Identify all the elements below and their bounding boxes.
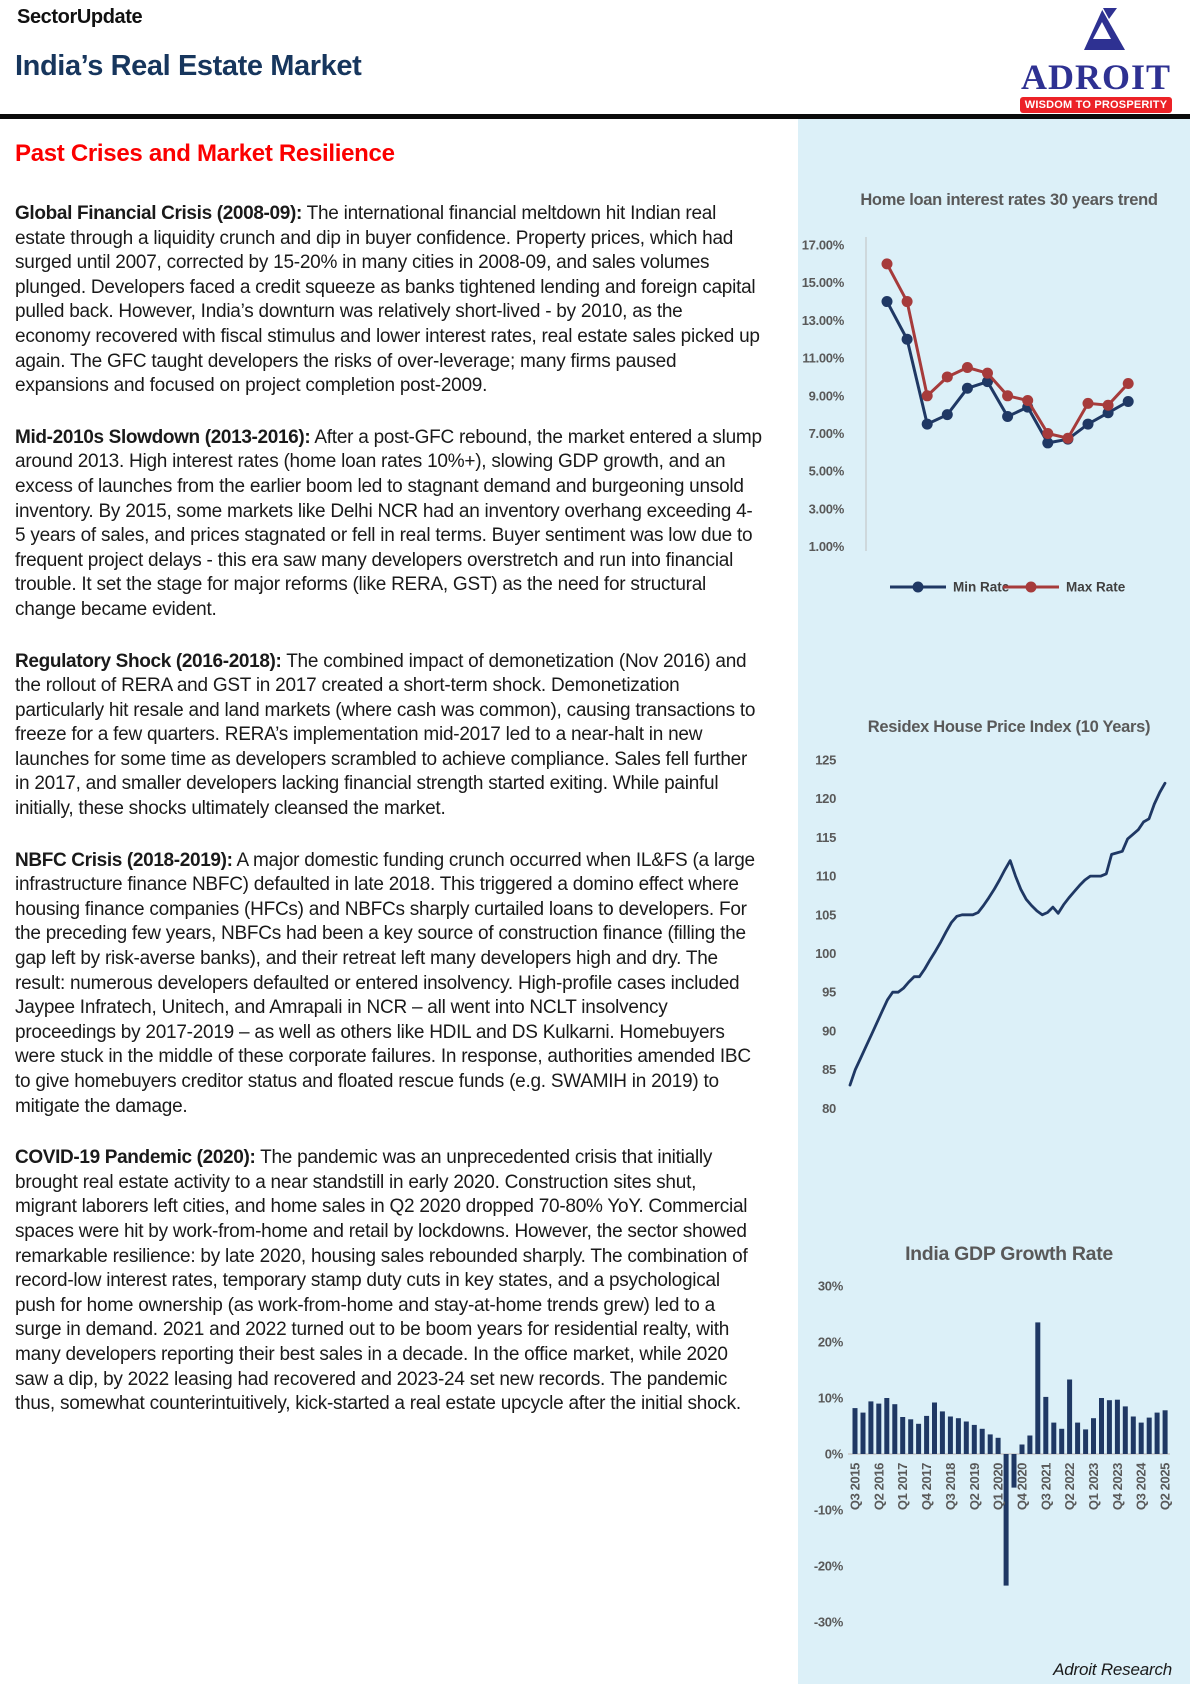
adroit-logo-mark — [1067, 6, 1125, 59]
svg-text:Q2 2025: Q2 2025 — [1157, 1463, 1173, 1511]
svg-text:13.00%: 13.00% — [801, 312, 844, 328]
svg-text:90: 90 — [822, 1023, 836, 1039]
paragraph-gfc — [15, 202, 762, 399]
svg-text:115: 115 — [815, 829, 836, 845]
svg-text:-30%: -30% — [813, 1614, 843, 1630]
svg-text:Min Rate: Min Rate — [953, 579, 1010, 595]
svg-text:125: 125 — [815, 752, 836, 768]
svg-text:95: 95 — [822, 984, 836, 1000]
home-loan-chart — [798, 217, 1190, 627]
paragraph-nbfc-text: A major domestic funding crunch occurred when IL&FS (a large infrastructure finance NBFC) defaulted in late 2018. This triggered a domino effect where housing finance companies (HFCs) and NBFCs sharply curtailed loans to developers. For the preceding few years, NBFCs had been a key source of construction finance (filling the gap left by risk-averse banks), and their retreat left many developers high and dry. The result: numerous developers defaulted or entered insolvency. High-profile cases included Jaypee Infratech, Unitech, and Amrapali in NCR – all went into NCLT insolvency proceedings by 2017-2019 – as well as others like HDIL and DS Kulkarni. Homebuyers were stuck in the middle of these corporate failures. In response, authorities amended IBC to give homebuyers creditor status and floated rescue funds (e.g. SWAMIH in 2019) to mitigate the damage. — [15, 849, 755, 1117]
home-loan-chart-title: Home loan interest rates 30 years trend — [860, 191, 1158, 209]
svg-text:11.00%: 11.00% — [802, 350, 844, 366]
svg-text:80: 80 — [822, 1100, 836, 1116]
svg-text:7.00%: 7.00% — [808, 426, 844, 441]
paragraph-slowdown-lead: Mid-2010s Slowdown (2013-2016): — [15, 426, 311, 448]
svg-text:17.00%: 17.00% — [801, 237, 844, 253]
svg-text:30%: 30% — [817, 1280, 843, 1294]
svg-text:85: 85 — [822, 1062, 836, 1078]
svg-text:1.00%: 1.00% — [808, 539, 844, 555]
svg-text:120: 120 — [815, 791, 836, 807]
svg-text:Q4 2020: Q4 2020 — [1014, 1463, 1030, 1511]
residex-chart-title: Residex House Price Index (10 Years) — [867, 718, 1151, 736]
svg-text:0%: 0% — [824, 1446, 843, 1462]
paragraph-nbfc-lead: NBFC Crisis (2018-2019): — [15, 849, 233, 871]
svg-text:5.00%: 5.00% — [808, 463, 844, 479]
svg-text:Q1 2023: Q1 2023 — [1086, 1463, 1101, 1511]
adroit-tagline: WISDOM TO PROSPERITY — [1020, 97, 1173, 113]
svg-text:105: 105 — [815, 907, 836, 923]
svg-text:10%: 10% — [817, 1390, 843, 1406]
svg-text:Q2 2019: Q2 2019 — [966, 1463, 982, 1511]
svg-text:Q3 2021: Q3 2021 — [1038, 1463, 1054, 1511]
svg-text:Q3 2015: Q3 2015 — [847, 1463, 863, 1511]
svg-text:Q2 2016: Q2 2016 — [871, 1463, 887, 1511]
svg-text:Max Rate: Max Rate — [1066, 579, 1126, 595]
paragraph-regulatory — [15, 650, 762, 822]
residex-chart — [798, 739, 1190, 1139]
svg-text:9.00%: 9.00% — [808, 388, 844, 404]
svg-text:Q1 2017: Q1 2017 — [895, 1463, 911, 1511]
paragraph-gfc-lead: Global Financial Crisis (2008-09): — [15, 203, 302, 224]
svg-text:Q3 2024: Q3 2024 — [1133, 1463, 1149, 1511]
svg-text:Q3 2018: Q3 2018 — [942, 1463, 958, 1511]
paragraph-covid-lead: COVID-19 Pandemic (2020): — [15, 1147, 256, 1169]
svg-text:Q4 2023: Q4 2023 — [1109, 1463, 1125, 1511]
gdp-chart — [798, 1280, 1190, 1680]
svg-text:-10%: -10% — [813, 1502, 843, 1518]
adroit-wordmark: ADROIT — [1020, 57, 1172, 97]
section-heading: Past Crises and Market Resilience — [15, 140, 395, 167]
page-title: India’s Real Estate Market — [15, 50, 362, 82]
paragraph-slowdown-text: After a post-GFC rebound, the market entered a slump around 2013. High interest rates (home loan rates 10%+), slowing GDP growth, and an excess of launches from the earlier boom led to stagnant demand and burgeoning unsold inventory. By 2015, some markets like Delhi NCR had an inventory overhang exceeding 4-5 years of sales, and prices stagnated or fell in real terms. Buyer sentiment was low due to frequent project delays - this era saw many developers overstretch and run into financial trouble. It set the stage for major reforms (like RERA, GST) as the need for structural change became evident. — [15, 426, 762, 620]
svg-text:110: 110 — [815, 868, 836, 884]
paragraph-nbfc — [15, 849, 762, 1120]
svg-text:Q2 2022: Q2 2022 — [1062, 1463, 1078, 1511]
svg-text:Q1 2020: Q1 2020 — [990, 1463, 1006, 1511]
kicker: SectorUpdate — [17, 6, 143, 28]
svg-text:Q4 2017: Q4 2017 — [919, 1463, 935, 1511]
svg-text:15.00%: 15.00% — [801, 275, 844, 291]
paragraph-covid — [15, 1146, 762, 1417]
svg-text:3.00%: 3.00% — [808, 501, 844, 517]
paragraph-covid-text: The pandemic was an unprecedented crisis that initially brought real estate activity to a near standstill in early 2020. Construction sites shut, migrant laborers left cities, and home sales in Q2 2020 dropped 70-80% YoY. Commercial spaces were hit by work-from-home and retail by lockdowns. However, the sector showed remarkable resilience: by late 2020, housing sales rebounded sharply. The combination of record-low interest rates, temporary stamp duty cuts in key states, and a psychological push for home ownership (as work-from-home and stay-at-home trends grew) led to a surge in demand. 2021 and 2022 turned out to be boom years for residential realty, with many developers reporting their best sales in a decade. In the office market, while 2020 saw a dip, by 2022 leasing had recovered and 2023-24 set new records. The pandemic thus, somewhat counterintuitively, kick-started a real estate upcycle after the initial shock. — [15, 1147, 748, 1415]
paragraph-regulatory-text: The combined impact of demonetization (Nov 2016) and the rollout of RERA and GST in 2017 created a short-term shock. Demonetization particularly hit resale and land markets (where cash was common), causing transactions to freeze for a few quarters. RERA’s implementation mid-2017 led to a near-halt in new launches for some time as developers scrambled to achieve compliance. Sales fell further in 2017, and smaller developers lacking financial strength started exiting. While painful initially, these shocks ultimately cleansed the market. — [15, 650, 756, 820]
svg-text:-20%: -20% — [813, 1558, 843, 1574]
research-credit: Adroit Research — [1053, 1660, 1172, 1679]
paragraph-regulatory-lead: Regulatory Shock (2016-2018): — [15, 650, 282, 672]
charts-panel — [798, 119, 1190, 1684]
paragraph-gfc-text: The international financial meltdown hit Indian real estate through a liquidity crunch and dip in buyer confidence. Property prices, which had surged until 2007, corrected by 15-20% in many cities in 2008-09, and sales volumes plunged. Developers faced a credit squeeze as banks tightened lending and foreign capital pulled back. However, India’s downturn was relatively short-lived - by 2010, as the economy recovered with fiscal stimulus and lower interest rates, real estate sales picked up again. The GFC taught developers the risks of over-leverage; many firms paused expansions and focused on project completion post-2009. — [15, 203, 760, 397]
svg-text:20%: 20% — [817, 1334, 843, 1350]
svg-text:100: 100 — [815, 946, 836, 961]
article-column — [15, 140, 762, 1444]
paragraph-slowdown — [15, 426, 762, 623]
adroit-logo — [1016, 6, 1176, 113]
gdp-chart-title: India GDP Growth Rate — [905, 1243, 1113, 1265]
